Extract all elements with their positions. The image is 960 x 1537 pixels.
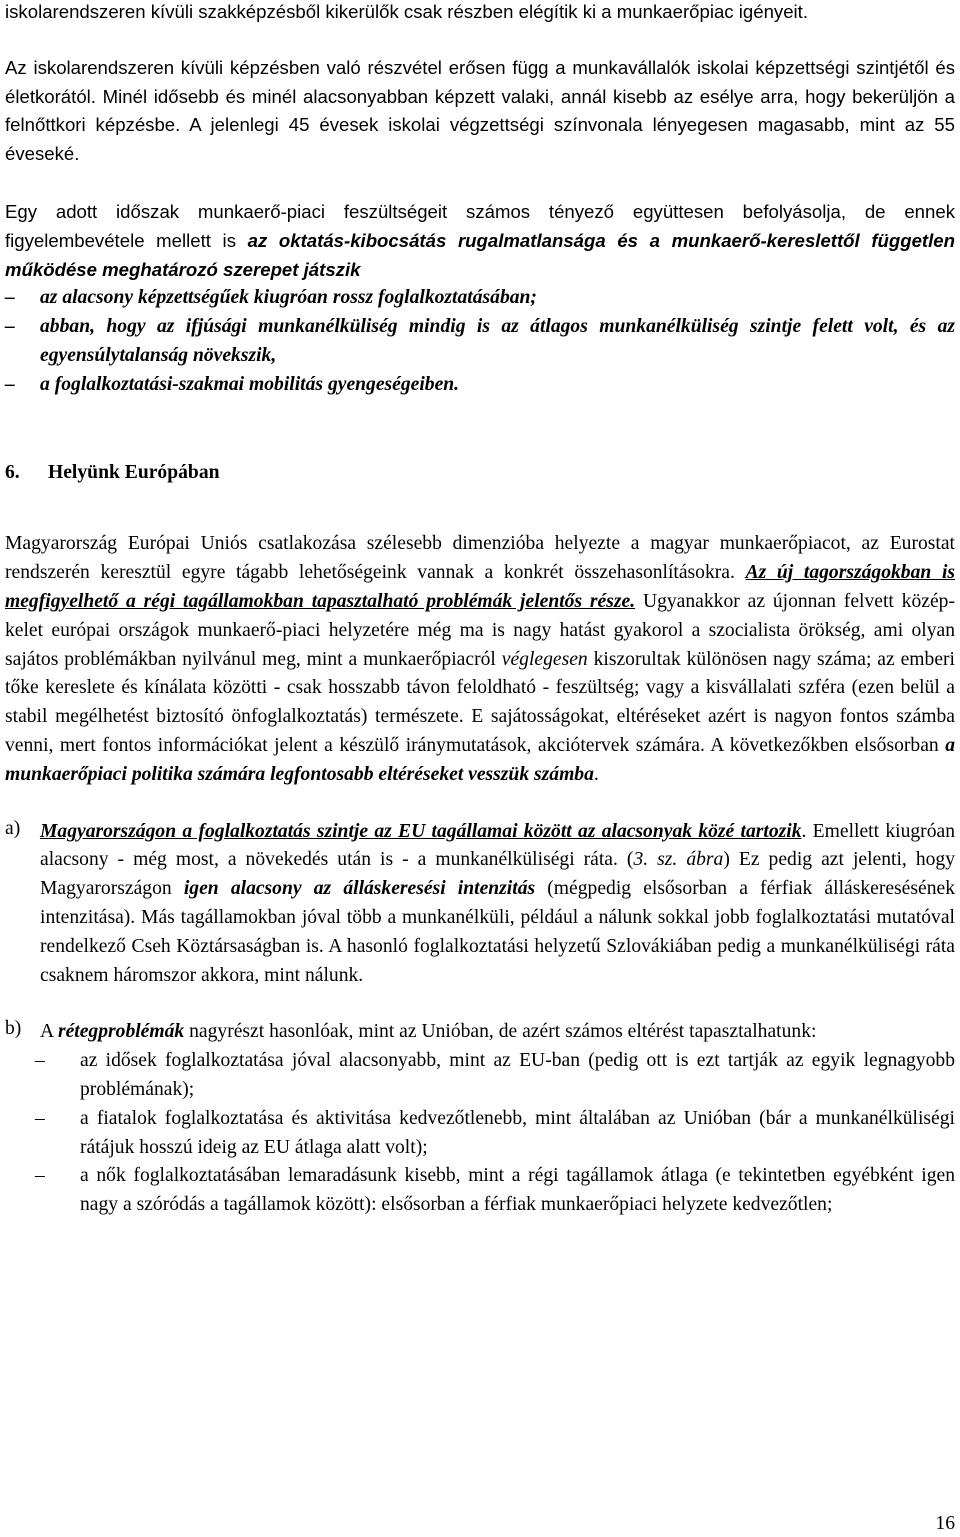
item-b-text-3: nagyrészt hasonlóak, mint az Unióban, de azért számos eltérést tapasztalhatunk: <box>184 1021 817 1043</box>
europe-paragraph-text-e: kiszorultak különösen nagy száma; az emberi tőke kereslete és kínálata közötti - csak hosszabb távon feloldható - feszültség; vagy a kisvállalati szféra (ezen belül a stabil megélhetést biztosító önfoglalkoztatás) természete. E sajátosságokat, eltéréseket azért is nagyon fontos számba venni, mert fontos információkat jelent a készülő iránymutatások, akciótervek számára. A következőkben elsősorban <box>5 648 956 756</box>
intro-paragraph-1: iskolarendszeren kívüli szakképzésből kikerülők csak részben elégítik ki a munkaerőpiac igényeit. <box>5 1 809 22</box>
item-a-figure-ref: 3. sz. ábra <box>633 849 724 871</box>
europe-paragraph-text-g: . <box>593 763 599 785</box>
item-a-emphasis-5: igen alacsony az álláskeresési intenzitás <box>183 878 536 900</box>
intro-paragraph-2: Az iskolarendszeren kívüli képzésben való részvétel erősen függ a munkavállalók iskolai képzettségi szintjétől és életkorától. Minél idősebb és minél alacsonyabban képzett valaki, annál kisebb az esélye arra, hogy bekerüljön a felnőttkori képzésbe. A jelenlegi 45 évesek iskolai végzettségi színvonala lényegesen magasabb, mint az 55 éveseké. <box>5 56 955 165</box>
dash-marker: – <box>35 1050 45 1072</box>
list-item-text: az alacsony képzettségűek kiugróan rossz foglalkoztatásában; <box>40 287 537 309</box>
item-b-text-1: A <box>40 1021 58 1043</box>
dash-marker: – <box>5 373 15 395</box>
item-a-text-4: ) Ez pedig azt jelenti, hogy Magyarországon <box>40 849 956 900</box>
item-b-emphasis-2: rétegproblémák <box>57 1021 185 1043</box>
list-item-text: abban, hogy az ifjúsági munkanélküliség mindig is az átlagos munkanélküliség szintje felett volt, és az egyensúlytalanság növekszik, <box>40 316 955 366</box>
item-b-text <box>5 1018 955 1047</box>
dash-marker: – <box>5 316 15 338</box>
page-number: 16 <box>935 1513 955 1534</box>
intro-dash-list <box>5 284 955 399</box>
item-b-label: b) <box>5 1018 22 1040</box>
intro-paragraph-3 <box>5 198 955 284</box>
section-title: Helyünk Európában <box>48 461 220 483</box>
list-item <box>5 284 955 313</box>
item-a <box>5 818 955 991</box>
list-item <box>5 371 955 400</box>
list-item-text: a nők foglalkoztatásában lemaradásunk kisebb, mint a régi tagállamok átlaga (e tekintetben egyébként igen nagy a szóródás a tagállamok között): elsősorban a férfiak munkaerőpiaci helyzete kedvezőtlen; <box>80 1165 955 1216</box>
item-a-text <box>5 818 955 991</box>
item-a-label: a) <box>5 817 21 839</box>
intro-paragraph-3-emphasis: az oktatás-kibocsátás rugalmatlansága és a munkaerő-kereslettől független működése meghatározó szerepet játszik <box>5 229 955 280</box>
list-item <box>5 1047 955 1105</box>
europe-paragraph-emphasis-b: Az új tagországokban is megfigyelhető a régi tagállamokban tapasztalható problémák jelentős része. <box>5 562 956 612</box>
section-number: 6. <box>5 461 20 483</box>
document-page <box>5 0 955 1220</box>
list-item-text: a fiatalok foglalkoztatása és aktivitása kedvezőtlenebb, mint általában az Unióban (bár a munkanélküliségi rátájuk hosszú ideig az EU átlaga alatt volt); <box>80 1107 955 1158</box>
list-item <box>5 1162 955 1220</box>
intro-paragraph-3-text: Egy adott időszak munkaerő-piaci feszültségeit számos tényező együttesen befolyásolja, de ennek figyelembevétele mellett is <box>5 200 955 251</box>
europe-paragraph-text-c: Ugyanakkor az újonnan felvett közép-kelet európai országok munkaerő-piaci helyzetére még ma is nagy hatást gyakorol a szocialista örökség, ami olyan sajátos problémákban nyilvánul meg, mint a munkaerőpiacról <box>5 590 955 670</box>
europe-paragraph-text-a: Magyarország Európai Uniós csatlakozása szélesebb dimenzióba helyezte a magyar munkaerőpiacot, az Eurostat rendszerén keresztül egyre tágabb lehetőségeink vannak a konkrét összehasonlításokra. <box>5 533 955 584</box>
item-b <box>5 1018 955 1047</box>
list-item <box>5 1105 955 1163</box>
item-a-text-6: (mégpedig elsősorban a férfiak álláskeresésének intenzitása). Más tagállamokban jóval több a munkanélküli, például a nálunk sokkal jobb foglalkoztatási mutatóval rendelkező Cseh Köztársaságban is. A hasonló foglalkoztatási helyzetű Szlovákiában pedig a munkanélküliségi ráta csaknem háromszor akkora, mint nálunk. <box>40 878 955 986</box>
item-a-text-2: . Emellett kiugróan alacsony - még most, a növekedés után is - a munkanélküliségi ráta. ( <box>40 820 955 871</box>
dash-marker: – <box>5 287 15 309</box>
section-heading <box>5 459 955 488</box>
europe-paragraph <box>5 530 955 789</box>
europe-paragraph-emphasis-f: a munkaerőpiaci politika számára legfontosabb eltéréseket vesszük számba <box>5 734 955 785</box>
list-item-text: a foglalkoztatási-szakmai mobilitás gyengeségeiben. <box>40 373 460 395</box>
dash-marker: – <box>35 1107 45 1129</box>
item-a-emphasis-1: Magyarországon a foglalkoztatás szintje az EU tagállamai között az alacsonyak közé tartozik <box>40 820 802 842</box>
dash-marker: – <box>35 1165 45 1187</box>
europe-paragraph-italic-d: véglegesen <box>501 648 588 670</box>
list-item-text: az idősek foglalkoztatása jóval alacsonyabb, mint az EU-ban (pedig ott is ezt tartják az egyik legnagyobb problémának); <box>80 1050 955 1100</box>
item-b-dash-list <box>5 1047 955 1220</box>
list-item <box>5 313 955 371</box>
